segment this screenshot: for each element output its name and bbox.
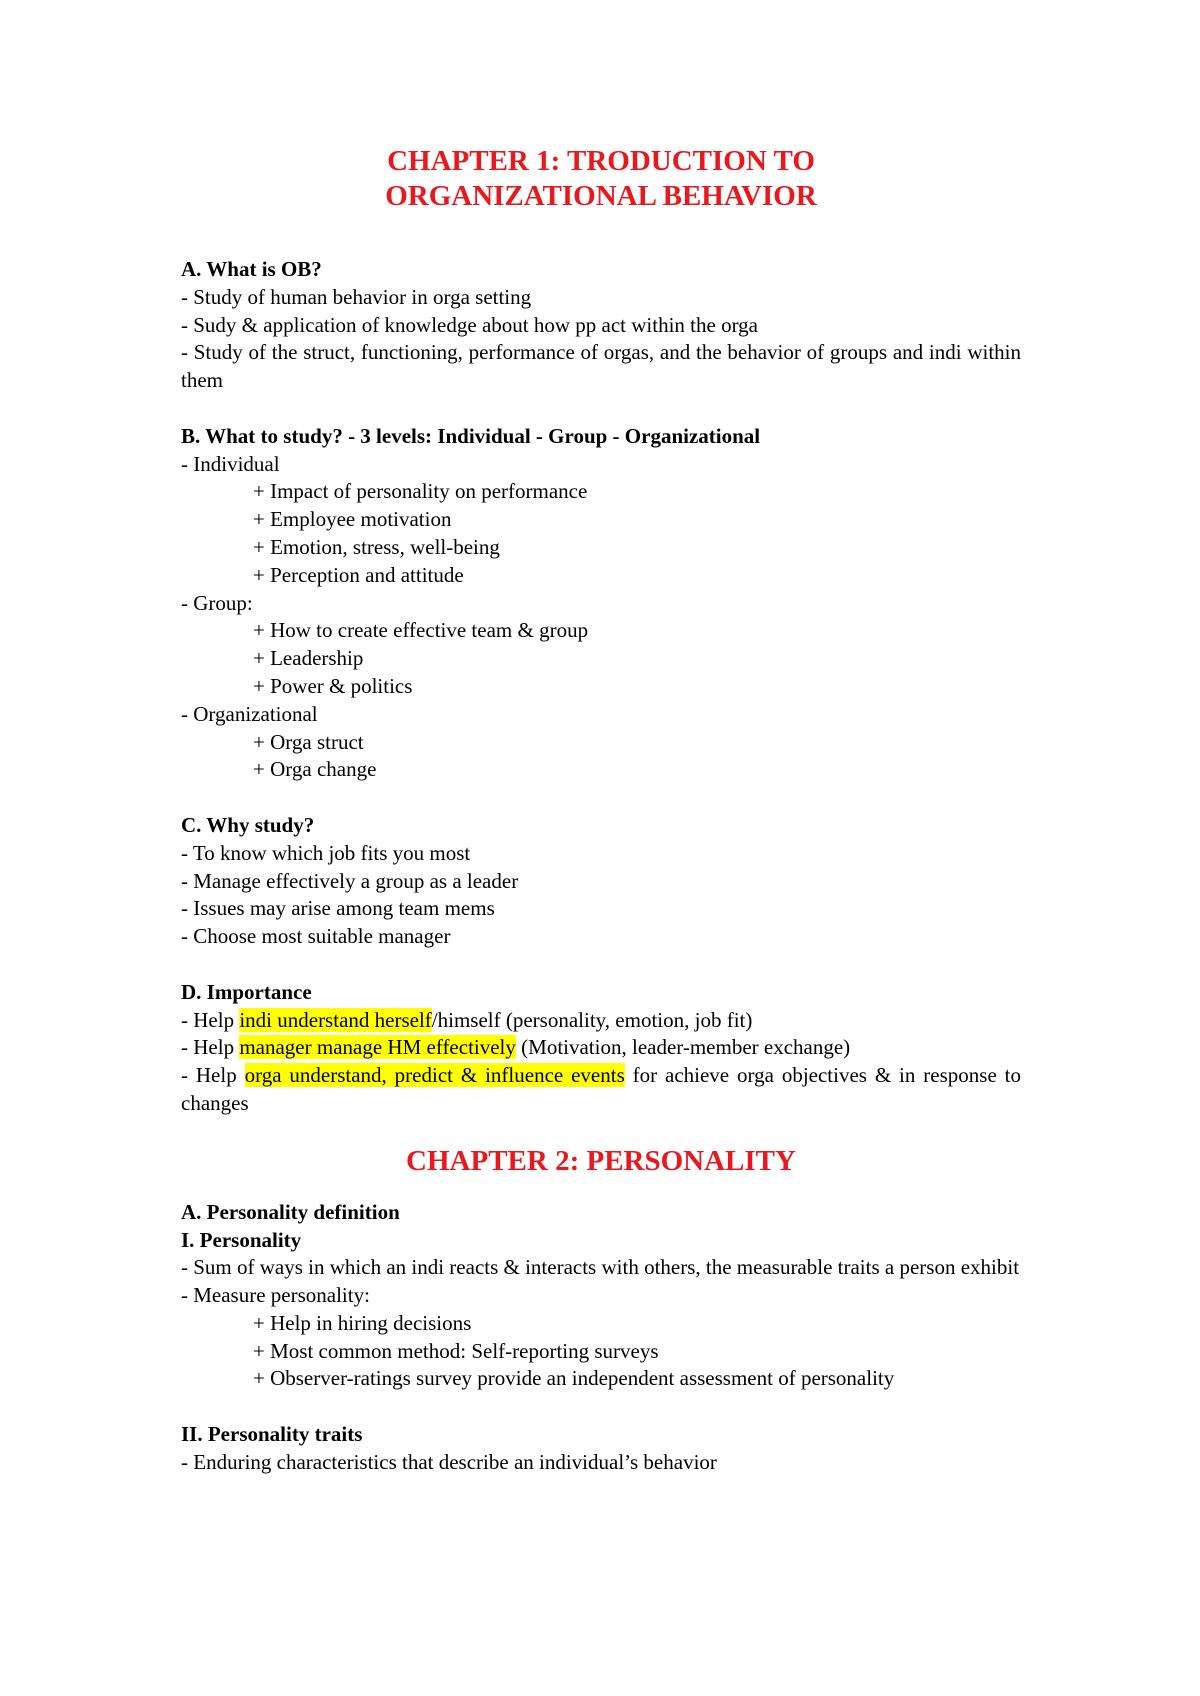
list-item bbox=[181, 1062, 1021, 1118]
sub-item: + Perception and attitude bbox=[253, 562, 464, 587]
level-organizational-label: - Organizational bbox=[181, 701, 318, 726]
section-heading: D. Importance bbox=[181, 979, 312, 1004]
list-item: - Study of the struct, functioning, performance of orgas, and the behavior of groups and indi within them bbox=[181, 340, 1021, 393]
sub-item: + Employee motivation bbox=[253, 507, 452, 532]
sub-item: + Impact of personality on performance bbox=[253, 479, 588, 504]
subsection-heading: I. Personality bbox=[181, 1227, 302, 1252]
highlighted-text: orga understand, predict & influence events bbox=[244, 1063, 625, 1088]
section-importance bbox=[181, 979, 1021, 1118]
sub-item: + Orga change bbox=[253, 757, 377, 782]
list-item: - Issues may arise among team mems bbox=[181, 896, 495, 921]
chapter-2-title: CHAPTER 2: PERSONALITY bbox=[406, 1144, 796, 1177]
text-segment: - Help bbox=[181, 1007, 240, 1032]
document-body bbox=[181, 144, 1021, 1477]
list-item: - Enduring characteristics that describe an individual’s behavior bbox=[181, 1449, 717, 1474]
list-item: - Sudy & application of knowledge about how pp act within the orga bbox=[181, 312, 758, 337]
text-segment: - Help bbox=[181, 1035, 240, 1060]
list-item bbox=[181, 1034, 1021, 1062]
level-group-label: - Group: bbox=[181, 590, 253, 615]
list-item bbox=[181, 1007, 1021, 1035]
text-segment: - Help bbox=[181, 1063, 245, 1088]
highlighted-text: indi understand herself bbox=[239, 1007, 432, 1032]
list-item: - Choose most suitable manager bbox=[181, 924, 451, 949]
list-item: - Study of human behavior in orga setting bbox=[181, 284, 532, 309]
level-individual-label: - Individual bbox=[181, 451, 280, 476]
section-heading: A. What is OB? bbox=[181, 257, 322, 281]
section-heading: C. Why study? bbox=[181, 812, 315, 837]
chapter-1-title-line-1: CHAPTER 1: TRODUCTION TO bbox=[387, 145, 815, 177]
section-what-to-study bbox=[181, 423, 1021, 784]
text-segment: /himself (personality, emotion, job fit) bbox=[431, 1007, 753, 1032]
list-item: - To know which job fits you most bbox=[181, 840, 471, 865]
section-personality-traits bbox=[181, 1421, 1021, 1477]
section-heading: B. What to study? - 3 levels: Individual - Group - Organizational bbox=[181, 423, 761, 448]
sub-item: + Power & politics bbox=[253, 673, 413, 698]
chapter-1-title bbox=[181, 144, 1021, 214]
section-why-study bbox=[181, 812, 1021, 951]
highlighted-text: manager manage HM effectively bbox=[239, 1035, 516, 1060]
list-item: - Sum of ways in which an indi reacts & interacts with others, the measurable traits a person exhibit bbox=[181, 1255, 1020, 1280]
text-segment: (Motivation, leader-member exchange) bbox=[515, 1035, 851, 1060]
subsection-heading: II. Personality traits bbox=[181, 1422, 363, 1447]
text-segment: for achieve orga objectives & in response to changes bbox=[181, 1063, 1021, 1115]
sub-item: + Help in hiring decisions bbox=[253, 1310, 472, 1335]
list-item: - Measure personality: bbox=[181, 1283, 370, 1308]
sub-item: + Observer-ratings survey provide an independent assessment of personality bbox=[253, 1366, 895, 1391]
list-item: - Manage effectively a group as a leader bbox=[181, 868, 519, 893]
sub-item: + Emotion, stress, well-being bbox=[253, 534, 500, 559]
section-personality-definition bbox=[181, 1199, 1021, 1394]
sub-item: + Orga struct bbox=[253, 729, 364, 754]
section-heading: A. Personality definition bbox=[181, 1199, 400, 1224]
sub-item: + Leadership bbox=[253, 646, 364, 671]
sub-item: + Most common method: Self-reporting surveys bbox=[253, 1338, 659, 1363]
section-what-is-ob bbox=[181, 256, 1021, 395]
chapter-1-title-line-2: ORGANIZATIONAL BEHAVIOR bbox=[385, 180, 817, 212]
sub-item: + How to create effective team & group bbox=[253, 618, 589, 643]
